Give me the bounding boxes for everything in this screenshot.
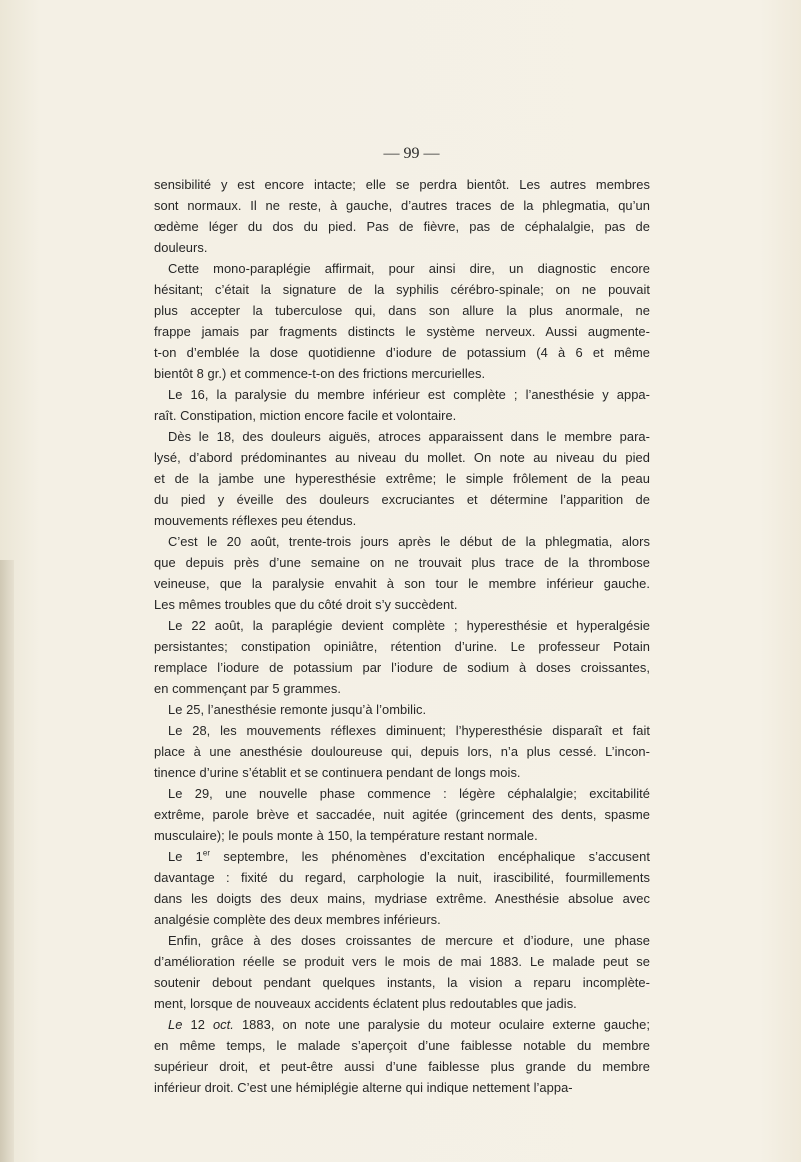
paragraph (154, 783, 650, 846)
text-line: remplace l’iodure de potassium par l’iodure de sodium à doses croissantes, (154, 660, 650, 675)
text-line: raît. Constipation, miction encore facile et volontaire. (154, 408, 457, 423)
text-line: bientôt 8 gr.) et commence-t-on des frictions mercurielles. (154, 366, 486, 381)
text-line: sensibilité y est encore intacte; elle se perdra bientôt. Les autres membres (154, 177, 650, 192)
text-line: extrême, parole brève et saccadée, nuit agitée (grincement des dents, spasme (154, 807, 650, 822)
text-line: mouvements réflexes peu étendus. (154, 513, 357, 528)
text-line: Enfin, grâce à des doses croissantes de mercure et d’iodure, une phase (168, 933, 650, 948)
text-line: analgésie complète des deux membres inférieurs. (154, 912, 441, 927)
paragraph (154, 384, 650, 426)
paragraph (154, 846, 650, 930)
text-line: inférieur droit. C’est une hémiplégie alterne qui indique nettement l’appa- (154, 1080, 573, 1095)
text-line: lysé, d’abord prédominantes au niveau du mollet. On note au niveau du pied (154, 450, 650, 465)
text-line: Le 29, une nouvelle phase commence : légère céphalalgie; excitabilité (168, 786, 650, 801)
text-line: frappe jamais par fragments distincts le système nerveux. Aussi augmente- (154, 324, 650, 339)
text-line: Le 16, la paralysie du membre inférieur est complète ; l’anesthésie y appa- (168, 387, 650, 402)
text-line: Le 25, l’anesthésie remonte jusqu’à l’ombilic. (168, 702, 427, 717)
text-line: C’est le 20 août, trente-trois jours après le début de la phlegmatia, alors (168, 534, 650, 549)
text-line: persistantes; constipation opiniâtre, rétention d’urine. Le professeur Potain (154, 639, 650, 654)
paragraph (154, 1014, 650, 1098)
text-line: Le 1er septembre, les phénomènes d’excitation encéphalique s’accusent (168, 848, 650, 864)
text-line: musculaire); le pouls monte à 150, la température restant normale. (154, 828, 538, 843)
body-text (154, 174, 650, 1098)
text-line: dans les doigts des deux mains, mydriase extrême. Anesthésie absolue avec (154, 891, 650, 906)
text-line: que depuis près d’une semaine on ne trouvait plus trace de la thrombose (154, 555, 650, 570)
text-line: Le 28, les mouvements réflexes diminuent; l’hyperesthésie disparaît et fait (168, 723, 650, 738)
text-line: sont normaux. Il ne reste, à gauche, d’autres traces de la phlegmatia, qu’un (154, 198, 650, 213)
text-line: Le 12 oct. 1883, on note une paralysie du moteur oculaire externe gauche; (168, 1017, 651, 1032)
text-line: Le 22 août, la paraplégie devient complète ; hyperesthésie et hyperalgésie (168, 618, 650, 633)
text-line: t-on d’emblée la dose quotidienne d’iodure de potassium (4 à 6 et même (154, 345, 650, 360)
paragraph (154, 720, 650, 783)
text-line: en même temps, le malade s’aperçoit d’une faiblesse notable du membre (154, 1038, 650, 1053)
text-line: veineuse, que la paralysie envahit à son tour le membre inférieur gauche. (154, 576, 650, 591)
text-line: soutenir debout pendant quelques instants, la vision a reparu incomplète- (154, 975, 650, 990)
text-line: ment, lorsque de nouveaux accidents éclatent plus redoutables que jadis. (154, 996, 577, 1011)
text-line: davantage : fixité du regard, carphologie la nuit, irascibilité, fourmillements (154, 870, 650, 885)
text-line: supérieur droit, et peut-être aussi d’une faiblesse plus grande du membre (154, 1059, 650, 1074)
text-line: œdème léger du dos du pied. Pas de fièvre, pas de céphalalgie, pas de (154, 219, 650, 234)
paragraph (154, 174, 650, 258)
text-line: du pied y éveille des douleurs excruciantes et détermine l’apparition de (154, 492, 650, 507)
text-line: en commençant par 5 grammes. (154, 681, 341, 696)
text-line: plus accepter la tuberculose qui, dans son allure la plus anormale, ne (154, 303, 650, 318)
paragraph (154, 531, 650, 615)
page-edge-shadow (0, 560, 14, 1162)
text-line: hésitant; c’était la signature de la syphilis cérébro-spinale; on ne pouvait (154, 282, 650, 297)
paragraph (154, 258, 650, 384)
text-line: d’amélioration réelle se produit vers le mois de mai 1883. Le malade peut se (154, 954, 650, 969)
text-line: Les mêmes troubles que du côté droit s’y succèdent. (154, 597, 458, 612)
text-line: douleurs. (154, 240, 208, 255)
text-line: Cette mono-paraplégie affirmait, pour ainsi dire, un diagnostic encore (168, 261, 650, 276)
text-line: et de la jambe une hyperesthésie extrême; le simple frôlement de la peau (154, 471, 650, 486)
paragraph (154, 699, 650, 720)
text-line: place à une anesthésie douloureuse qui, depuis lors, n’a plus cessé. L’incon- (154, 744, 650, 759)
text-line: tinence d’urine s’établit et se continuera pendant de longs mois. (154, 765, 521, 780)
paragraph (154, 615, 650, 699)
text-line: Dès le 18, des douleurs aiguës, atroces apparaissent dans le membre para- (168, 429, 650, 444)
paragraph (154, 930, 650, 1014)
paragraph (154, 426, 650, 531)
page-number: — 99 — (383, 145, 440, 162)
